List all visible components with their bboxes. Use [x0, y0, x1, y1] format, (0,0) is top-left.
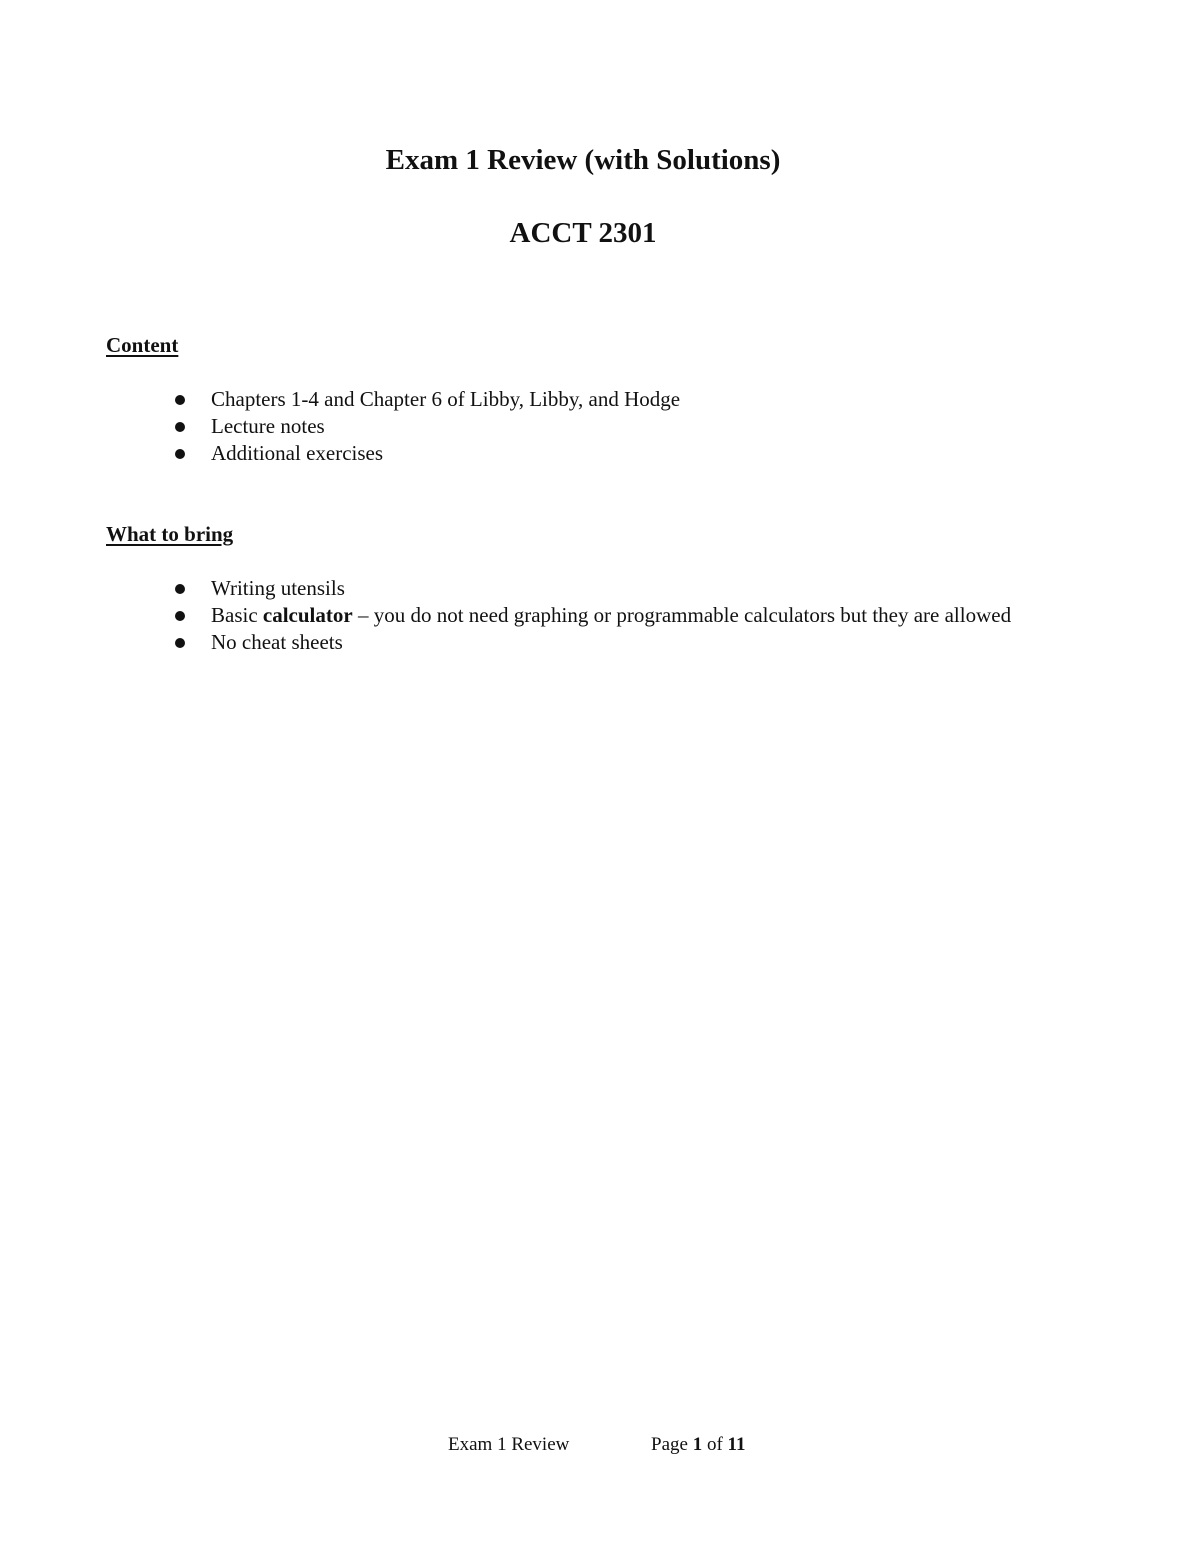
list-item: [0, 602, 1041, 629]
page-footer: [0, 1432, 1200, 1458]
bullet-icon: [175, 395, 185, 405]
bullet-icon: [175, 422, 185, 432]
list-item-text: Lecture notes: [211, 414, 325, 438]
of-word: of: [702, 1434, 728, 1455]
bullet-icon: [175, 584, 185, 594]
list-item: [0, 440, 1041, 467]
bullet-icon: [175, 611, 185, 621]
list-item-text: Writing utensils: [211, 576, 345, 600]
list-item-text: Chapters 1-4 and Chapter 6 of Libby, Libby, and Hodge: [211, 387, 681, 411]
bullet-icon: [175, 638, 185, 648]
list-item: [0, 629, 1041, 656]
what-to-bring-heading: What to bring: [106, 522, 234, 546]
bullet-icon: [175, 449, 185, 459]
content-list: [0, 386, 1200, 467]
course-code: ACCT 2301: [509, 217, 657, 249]
page-number: [651, 1432, 745, 1458]
what-to-bring-list: [0, 575, 1200, 656]
list-item-text: Additional exercises: [211, 441, 384, 465]
content-heading: Content: [106, 333, 179, 357]
footer-label: Exam 1 Review: [448, 1434, 570, 1455]
page-total: 11: [727, 1434, 746, 1455]
list-item: [0, 413, 1041, 440]
list-item: [0, 575, 1041, 602]
list-item-suffix: – you do not need graphing or programmable calculators but they are allowed: [352, 603, 1012, 627]
list-item-prefix: Basic: [211, 603, 263, 627]
list-item-text: No cheat sheets: [211, 630, 343, 654]
calculator-emphasis: calculator: [262, 603, 353, 627]
page-current: 1: [692, 1434, 703, 1455]
page-word: Page: [651, 1434, 693, 1455]
list-item: [0, 386, 1041, 413]
document-title: Exam 1 Review (with Solutions): [385, 144, 781, 176]
